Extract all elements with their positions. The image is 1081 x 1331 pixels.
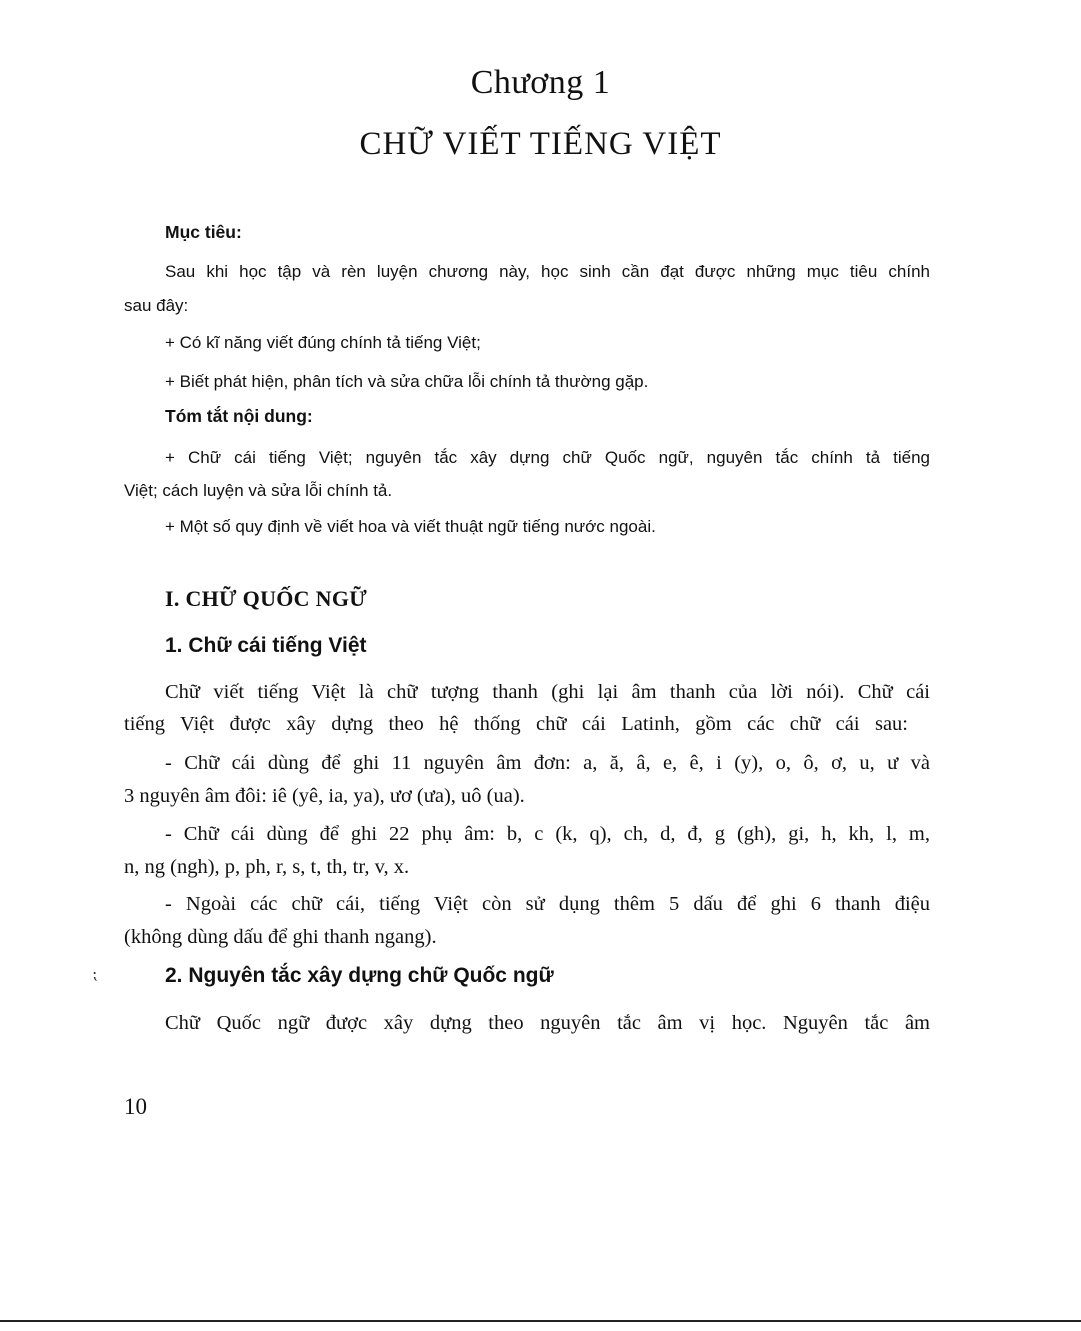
margin-mark: ⁏ [92, 966, 98, 983]
page-number: 10 [124, 1094, 147, 1119]
paragraph-line: tiếng Việt được xây dựng theo hệ thống chữ cái Latinh, gồm các chữ cái sau: [124, 713, 908, 735]
scan-edge-line [0, 1320, 1081, 1322]
paragraph-line: (không dùng dấu để ghi thanh ngang). [124, 926, 437, 948]
subsection-heading: 2. Nguyên tắc xây dựng chữ Quốc ngữ [165, 964, 554, 987]
subsection-heading: 1. Chữ cái tiếng Việt [165, 634, 367, 657]
chapter-label: Chương 1 [470, 64, 611, 101]
paragraph-line: - Ngoài các chữ cái, tiếng Việt còn sử dụng thêm 5 dấu để ghi 6 thanh điệu [165, 893, 930, 915]
objectives-heading: Mục tiêu: [165, 222, 242, 242]
section-heading: I. CHỮ QUỐC NGỮ [165, 586, 368, 611]
paragraph-line: Chữ Quốc ngữ được xây dựng theo nguyên tắc âm vị học. Nguyên tắc âm [165, 1012, 930, 1034]
paragraph-line: Chữ viết tiếng Việt là chữ tượng thanh (ghi lại âm thanh của lời nói). Chữ cái [165, 681, 930, 703]
summary-bullet-line2: Việt; cách luyện và sửa lỗi chính tả. [124, 481, 393, 500]
paragraph-line: - Chữ cái dùng để ghi 11 nguyên âm đơn: a, ă, â, e, ê, i (y), o, ô, ơ, u, ư và [165, 752, 930, 774]
paragraph-line: n, ng (ngh), p, ph, r, s, t, th, tr, v, x. [124, 856, 410, 878]
objectives-intro-line1: Sau khi học tập và rèn luyện chương này, học sinh cần đạt được những mục tiêu chính [165, 262, 930, 281]
objectives-bullet: + Có kĩ năng viết đúng chính tả tiếng Việt; [165, 333, 481, 352]
objectives-intro-line2: sau đây: [124, 296, 189, 315]
paragraph-line: - Chữ cái dùng để ghi 22 phụ âm: b, c (k, q), ch, d, đ, g (gh), gi, h, kh, l, m, [165, 823, 930, 845]
chapter-title: CHỮ VIẾT TIẾNG VIỆT [359, 126, 722, 162]
summary-heading: Tóm tắt nội dung: [165, 406, 313, 426]
summary-bullet: + Một số quy định về viết hoa và viết thuật ngữ tiếng nước ngoài. [165, 517, 656, 536]
objectives-bullet: + Biết phát hiện, phân tích và sửa chữa lỗi chính tả thường gặp. [165, 372, 649, 391]
paragraph-line: 3 nguyên âm đôi: iê (yê, ia, ya), ươ (ưa), uô (ua). [124, 785, 525, 807]
summary-bullet-line1: + Chữ cái tiếng Việt; nguyên tắc xây dựng chữ Quốc ngữ, nguyên tắc chính tả tiếng [165, 448, 930, 467]
